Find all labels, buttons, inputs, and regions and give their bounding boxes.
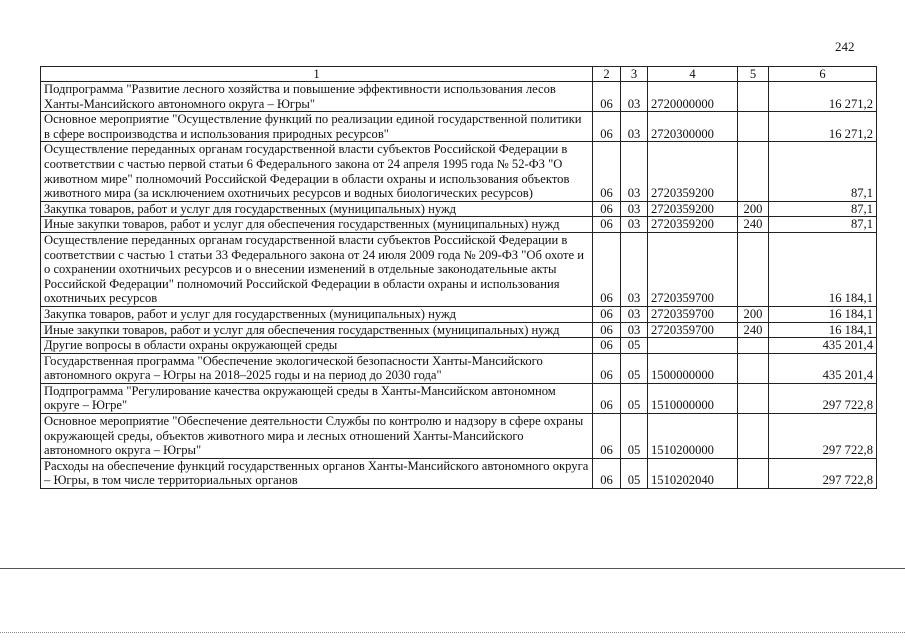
cell-name: Расходы на обеспечение функций государственных органов Ханты-Мансийского автономного округа – Югры, в том числе территориальных органов xyxy=(41,458,593,488)
cell-rz: 06 xyxy=(593,458,621,488)
cell-vr xyxy=(738,338,769,354)
cell-rz: 06 xyxy=(593,232,621,306)
cell-vr xyxy=(738,82,769,112)
cell-sum: 87,1 xyxy=(769,217,877,233)
cell-name: Подпрограмма "Регулирование качества окружающей среды в Ханты-Мансийском автономном округе – Югре" xyxy=(41,383,593,413)
bottom-scan-edge xyxy=(0,632,905,633)
table-row xyxy=(41,353,877,383)
cell-rz: 06 xyxy=(593,383,621,413)
column-header: 4 xyxy=(648,67,738,82)
table-row xyxy=(41,414,877,459)
cell-csr: 2720359700 xyxy=(648,306,738,322)
cell-rz: 06 xyxy=(593,142,621,201)
cell-csr xyxy=(648,338,738,354)
cell-rz: 06 xyxy=(593,353,621,383)
cell-name: Осуществление переданных органам государственной власти субъектов Российской Федерации в соответствии с частью первой статьи 6 Федерального закона от 24 апреля 1995 года № 52-ФЗ "О животном мире" полномочий Российской Федерации в области охраны и использования объектов животного мира (за исключением охотничьих ресурсов и водных биологических ресурсов) xyxy=(41,142,593,201)
cell-vr xyxy=(738,458,769,488)
table-row xyxy=(41,306,877,322)
column-header: 5 xyxy=(738,67,769,82)
cell-sum: 435 201,4 xyxy=(769,353,877,383)
table-row xyxy=(41,112,877,142)
cell-name: Закупка товаров, работ и услуг для государственных (муниципальных) нужд xyxy=(41,201,593,217)
cell-vr xyxy=(738,353,769,383)
cell-rz: 06 xyxy=(593,306,621,322)
cell-name: Другие вопросы в области охраны окружающей среды xyxy=(41,338,593,354)
cell-name: Иные закупки товаров, работ и услуг для обеспечения государственных (муниципальных) нужд xyxy=(41,217,593,233)
cell-rz: 06 xyxy=(593,322,621,338)
cell-sum: 297 722,8 xyxy=(769,383,877,413)
cell-pr: 05 xyxy=(621,414,648,459)
cell-pr: 05 xyxy=(621,338,648,354)
cell-rz: 06 xyxy=(593,201,621,217)
cell-csr: 2720359200 xyxy=(648,217,738,233)
cell-rz: 06 xyxy=(593,82,621,112)
cell-sum: 16 271,2 xyxy=(769,82,877,112)
column-header: 1 xyxy=(41,67,593,82)
cell-pr: 03 xyxy=(621,142,648,201)
cell-csr: 2720000000 xyxy=(648,82,738,112)
cell-rz: 06 xyxy=(593,338,621,354)
cell-sum: 16 184,1 xyxy=(769,232,877,306)
cell-sum: 16 184,1 xyxy=(769,306,877,322)
left-margin-rule xyxy=(0,568,905,569)
cell-pr: 03 xyxy=(621,322,648,338)
cell-csr: 2720359700 xyxy=(648,232,738,306)
cell-csr: 1510202040 xyxy=(648,458,738,488)
cell-vr xyxy=(738,112,769,142)
cell-vr xyxy=(738,142,769,201)
column-header: 2 xyxy=(593,67,621,82)
cell-name: Основное мероприятие "Обеспечение деятельности Службы по контролю и надзору в сфере охраны окружающей среды, объектов животного мира и лесных отношений Ханты-Мансийского автономного округа – Югры" xyxy=(41,414,593,459)
cell-csr: 2720300000 xyxy=(648,112,738,142)
cell-pr: 03 xyxy=(621,217,648,233)
cell-sum: 435 201,4 xyxy=(769,338,877,354)
page-number: 242 xyxy=(835,39,855,54)
column-header: 6 xyxy=(769,67,877,82)
cell-pr: 03 xyxy=(621,201,648,217)
table-row xyxy=(41,82,877,112)
cell-csr: 1510000000 xyxy=(648,383,738,413)
table-row xyxy=(41,232,877,306)
cell-sum: 297 722,8 xyxy=(769,414,877,459)
cell-sum: 87,1 xyxy=(769,201,877,217)
cell-pr: 03 xyxy=(621,112,648,142)
cell-vr xyxy=(738,383,769,413)
cell-pr: 03 xyxy=(621,82,648,112)
cell-rz: 06 xyxy=(593,414,621,459)
table-row xyxy=(41,217,877,233)
cell-pr: 03 xyxy=(621,232,648,306)
cell-name: Основное мероприятие "Осуществление функций по реализации единой государственной политики в сфере воспроизводства и использования природных ресурсов" xyxy=(41,112,593,142)
cell-csr: 1500000000 xyxy=(648,353,738,383)
cell-rz: 06 xyxy=(593,217,621,233)
cell-pr: 05 xyxy=(621,458,648,488)
cell-vr xyxy=(738,232,769,306)
table-row xyxy=(41,383,877,413)
cell-pr: 05 xyxy=(621,383,648,413)
cell-name: Иные закупки товаров, работ и услуг для обеспечения государственных (муниципальных) нужд xyxy=(41,322,593,338)
table-header-row xyxy=(41,67,877,82)
cell-csr: 2720359200 xyxy=(648,142,738,201)
cell-sum: 16 271,2 xyxy=(769,112,877,142)
cell-vr: 240 xyxy=(738,322,769,338)
table-row xyxy=(41,322,877,338)
column-header: 3 xyxy=(621,67,648,82)
cell-sum: 87,1 xyxy=(769,142,877,201)
cell-name: Осуществление переданных органам государственной власти субъектов Российской Федерации в соответствии с частью 1 статьи 33 Федерального закона от 24 июля 2009 года № 209-ФЗ "Об охоте и о сохранении охотничьих ресурсов и о внесении изменений в отдельные законодательные акты Российской Федерации" полномочий Российской Федерации в области охраны и использования охотничьих ресурсов xyxy=(41,232,593,306)
cell-name: Государственная программа "Обеспечение экологической безопасности Ханты-Мансийского автономного округа – Югры на 2018–2025 годы и на период до 2030 года" xyxy=(41,353,593,383)
table-row xyxy=(41,201,877,217)
cell-vr: 200 xyxy=(738,306,769,322)
cell-vr: 200 xyxy=(738,201,769,217)
cell-pr: 05 xyxy=(621,353,648,383)
cell-name: Подпрограмма "Развитие лесного хозяйства и повышение эффективности использования лесов Ханты-Мансийского автономного округа – Югры" xyxy=(41,82,593,112)
cell-rz: 06 xyxy=(593,112,621,142)
table-row xyxy=(41,142,877,201)
table-row xyxy=(41,458,877,488)
budget-table xyxy=(40,66,877,489)
cell-csr: 2720359700 xyxy=(648,322,738,338)
cell-sum: 16 184,1 xyxy=(769,322,877,338)
cell-vr xyxy=(738,414,769,459)
table-row xyxy=(41,338,877,354)
cell-csr: 1510200000 xyxy=(648,414,738,459)
cell-name: Закупка товаров, работ и услуг для государственных (муниципальных) нужд xyxy=(41,306,593,322)
cell-pr: 03 xyxy=(621,306,648,322)
cell-csr: 2720359200 xyxy=(648,201,738,217)
cell-vr: 240 xyxy=(738,217,769,233)
cell-sum: 297 722,8 xyxy=(769,458,877,488)
